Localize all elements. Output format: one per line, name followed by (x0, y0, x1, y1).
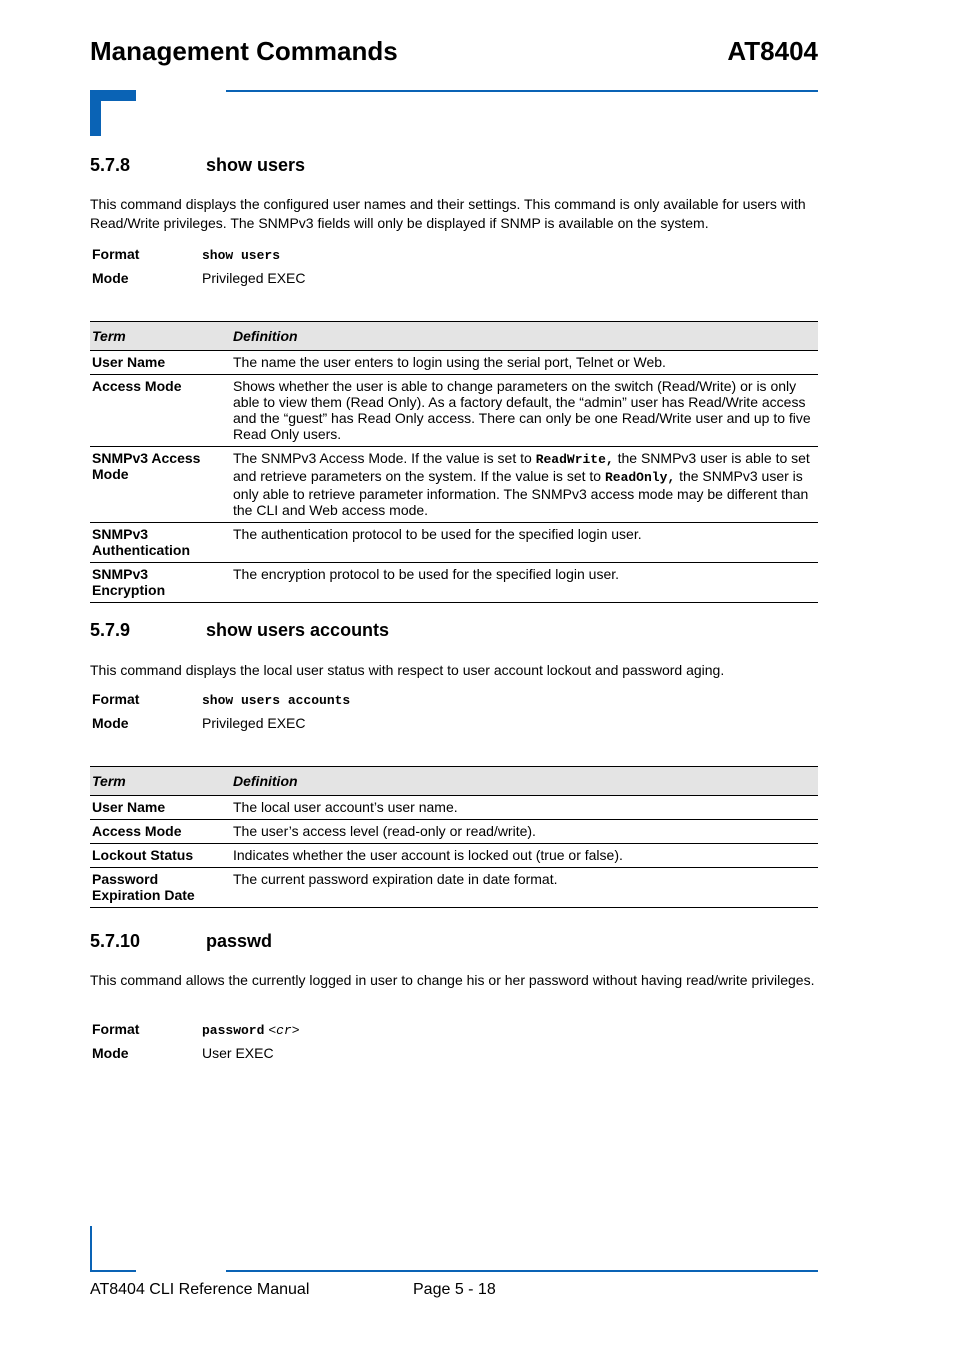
section-number: 5.7.10 (90, 931, 141, 951)
table-row (90, 868, 818, 908)
definition-cell: The user’s access level (read-only or read/write). (228, 820, 818, 844)
header-rule (226, 90, 818, 92)
table-row (90, 796, 818, 820)
mode-row (92, 1045, 274, 1061)
definition-text: the SNMPv3 user is only able to retrieve parameter information. The SNMPv3 access mode may be different than the CLI and Web access mode. (233, 468, 809, 518)
page-header-title: Management Commands (90, 36, 398, 66)
section-title: passwd (206, 931, 273, 951)
mode-row (92, 270, 306, 286)
term-cell: Access Mode (90, 820, 228, 844)
section-heading (90, 155, 305, 176)
section-description: This command allows the currently logged in user to change his or her password without having read/write privileges. (90, 972, 815, 988)
table-row (90, 351, 818, 375)
table-row (90, 563, 818, 603)
definition-cell: The encryption protocol to be used for the specified login user. (228, 563, 818, 603)
definition-cell: Shows whether the user is able to change parameters on the switch (Read/Write) or is only able to view them (Read Only). As a factory default, the “admin” user has Read/Write access and the “guest” has Read Only access. There can only be one Read/Write user and up to five Read Only users. (228, 375, 818, 447)
table-row (90, 820, 818, 844)
term-cell: SNMPv3 Encryption (90, 563, 228, 603)
format-row (92, 246, 280, 263)
table-header-row (90, 767, 818, 796)
term-cell: User Name (90, 351, 228, 375)
section-heading (90, 931, 272, 952)
format-label: Format (92, 691, 140, 707)
mode-value: User EXEC (202, 1045, 274, 1061)
section-description: This command displays the local user status with respect to user account lockout and password aging. (90, 662, 725, 678)
table-header-term: Term (90, 322, 228, 351)
mode-value: Privileged EXEC (202, 270, 306, 286)
format-command: show users accounts (202, 693, 351, 708)
definition-cell: The current password expiration date in date format. (228, 868, 818, 908)
definition-table (90, 766, 818, 908)
term-cell: SNMPv3 Access Mode (90, 447, 228, 523)
table-row (90, 844, 818, 868)
definition-cell: The authentication protocol to be used for the specified login user. (228, 523, 818, 563)
table-header-definition: Definition (228, 767, 818, 796)
footer-manual-title: AT8404 CLI Reference Manual (90, 1281, 310, 1298)
page-header-product: AT8404 (727, 36, 818, 66)
footer-page-number: Page 5 - 18 (413, 1281, 496, 1298)
term-cell: SNMPv3 Authentication (90, 523, 228, 563)
section-number: 5.7.9 (90, 620, 131, 640)
table-header-row (90, 322, 818, 351)
format-command: show users (202, 248, 281, 263)
section-heading (90, 620, 389, 641)
inline-code: ReadWrite, (535, 452, 614, 467)
mode-row (92, 715, 306, 731)
mode-label: Mode (92, 1045, 129, 1061)
format-argument: <cr> (268, 1023, 300, 1038)
format-row (92, 1021, 300, 1038)
mode-value: Privileged EXEC (202, 715, 306, 731)
format-row (92, 691, 350, 708)
footer-rule (226, 1270, 818, 1272)
footer-corner-vertical (90, 1226, 92, 1272)
term-cell: Lockout Status (90, 844, 228, 868)
format-command: password (202, 1023, 265, 1038)
format-label: Format (92, 246, 140, 262)
table-header-term: Term (90, 767, 228, 796)
inline-code: ReadOnly, (604, 470, 676, 485)
mode-label: Mode (92, 270, 129, 286)
definition-text: The SNMPv3 Access Mode. If the value is set to (233, 450, 536, 466)
term-cell: User Name (90, 796, 228, 820)
section-number: 5.7.8 (90, 155, 131, 175)
table-row (90, 447, 818, 523)
definition-cell: The local user account’s user name. (228, 796, 818, 820)
table-header-definition: Definition (228, 322, 818, 351)
term-cell: Access Mode (90, 375, 228, 447)
definition-table (90, 321, 818, 603)
section-title: show users accounts (206, 620, 390, 640)
format-label: Format (92, 1021, 140, 1037)
definition-cell: The name the user enters to login using the serial port, Telnet or Web. (228, 351, 818, 375)
definition-cell: Indicates whether the user account is locked out (true or false). (228, 844, 818, 868)
corner-mark-vertical (90, 90, 101, 136)
section-description: This command displays the configured user names and their settings. This command is only available for users with Read/Write privileges. The SNMPv3 fields will only be displayed if SNMP is available on the system. (90, 196, 806, 231)
mode-label: Mode (92, 715, 129, 731)
section-title: show users (206, 155, 306, 175)
table-row (90, 375, 818, 447)
term-cell: Password Expiration Date (90, 868, 228, 908)
definition-cell (228, 447, 818, 523)
table-row (90, 523, 818, 563)
footer-corner-horizontal (90, 1270, 136, 1272)
definition-text: the SNMPv3 user is able to set and retrieve parameters on the system. If the value is set to (233, 450, 810, 484)
